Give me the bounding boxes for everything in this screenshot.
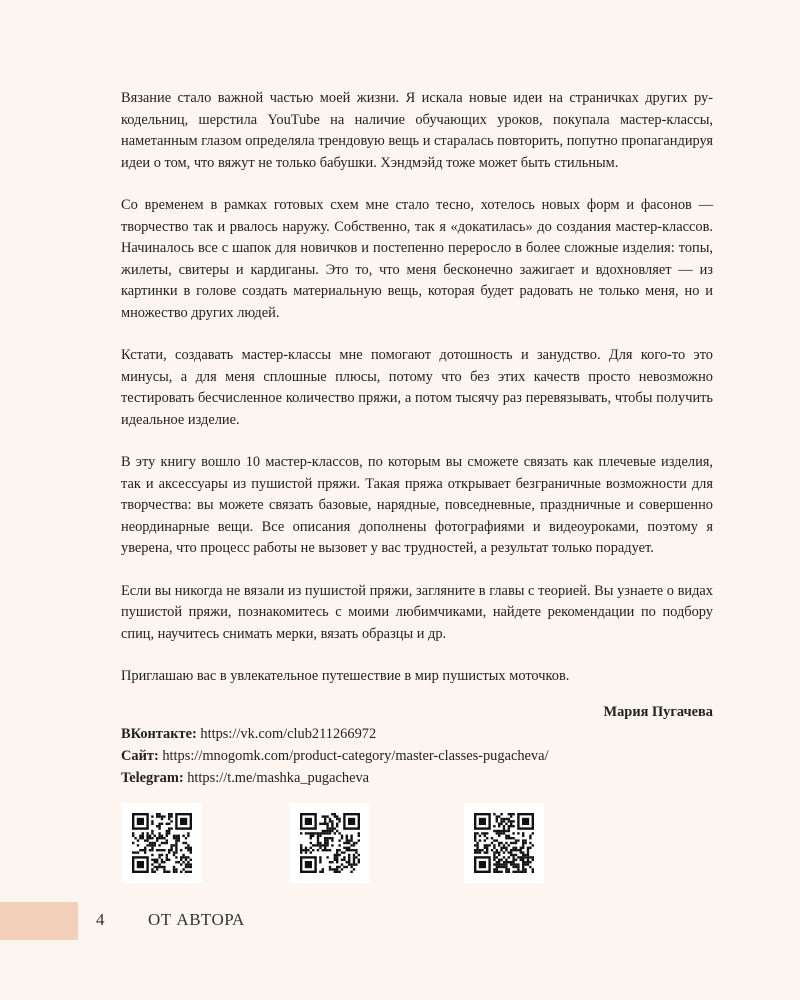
section-title: ОТ АВТОРА — [148, 910, 245, 929]
site-link-row — [121, 745, 549, 767]
contact-links — [121, 723, 549, 789]
author-signature: Мария Пугачева — [603, 704, 713, 720]
paragraph-1: Вязание стало важной частью моей жизни. Я искала новые идеи на страничках других рукодельниц, шерстила YouTube на наличие обучающих уроков, покупала мастер-классы, наметанным глазом определяла трендовую вещь и старалась повторить, попутно пропагандируя идеи о том, что вяжут не только бабушки. Хэндмэйд тоже может быть стильным. — [121, 90, 713, 171]
page-number: 4 — [96, 910, 105, 929]
vk-url[interactable]: https://vk.com/club211266972 — [200, 726, 377, 742]
paragraph-6: Приглашаю вас в увлекательное путешествие в мир пушистых моточков. — [121, 668, 570, 684]
paragraph-3: Кстати, создавать мастер-классы мне помогают дотошность и занудство. Для кого-то это минусы, а для меня сплошные плюсы, потому что без этих качеств просто невозможно тестировать бесчисленное количество пряжи, а потом тысячу раз перевязывать, чтобы получить идеальное изделие. — [121, 347, 713, 428]
vk-qr-code-icon[interactable] — [122, 803, 202, 883]
main-text — [121, 88, 713, 709]
site-label: Сайт: — [121, 748, 159, 764]
telegram-qr-code-icon[interactable] — [464, 803, 544, 883]
paragraph-5: Если вы никогда не вязали из пушистой пряжи, загляните в главы с теорией. Вы узнаете о видах пушистой пряжи, познакомитесь с моими любимчиками, найдете рекомендации по подбору спиц, научитесь снимать мерки, вязать образцы и др. — [121, 582, 713, 642]
vk-label: ВКонтакте: — [121, 726, 197, 742]
vk-link-row — [121, 723, 549, 745]
telegram-link-row — [121, 767, 549, 789]
qr-codes — [0, 803, 800, 883]
site-url[interactable]: https://mnogomk.com/product-category/master-classes-pugacheva/ — [162, 748, 549, 764]
footer-accent-bar — [0, 902, 78, 940]
paragraph-4: В эту книгу вошло 10 мастер-классов, по которым вы сможете связать как плечевые изделия, так и аксессуары из пушистой пряжи. Такая пряжа открывает безграничные возможности для творчества: вы можете связать базовые, нарядные, повседневные, праздничные и совершенно неординарные вещи. Все описания дополнены фотографиями и видеоуроками, поэтому я уверена, что процесс работы не вызовет у вас трудностей, а результат только порадует. — [121, 454, 713, 556]
paragraph-2: Со временем в рамках готовых схем мне стало тесно, хотелось новых форм и фасонов — творчество так и рвалось наружу. Собственно, так я «докатилась» до создания мастер-классов. Начиналось все с шапок для новичков и постепенно переросло в более сложные изделия: топы, жилеты, свитеры и кардиганы. Это то, что меня бесконечно зажигает и вдохновляет — из картинки в голове создать материальную вещь, которая будет радовать не только меня, но и множество других людей. — [121, 197, 713, 321]
site-qr-code-icon[interactable] — [290, 803, 370, 883]
telegram-url[interactable]: https://t.me/mashka_pugacheva — [187, 770, 370, 786]
telegram-label: Telegram: — [121, 770, 184, 786]
